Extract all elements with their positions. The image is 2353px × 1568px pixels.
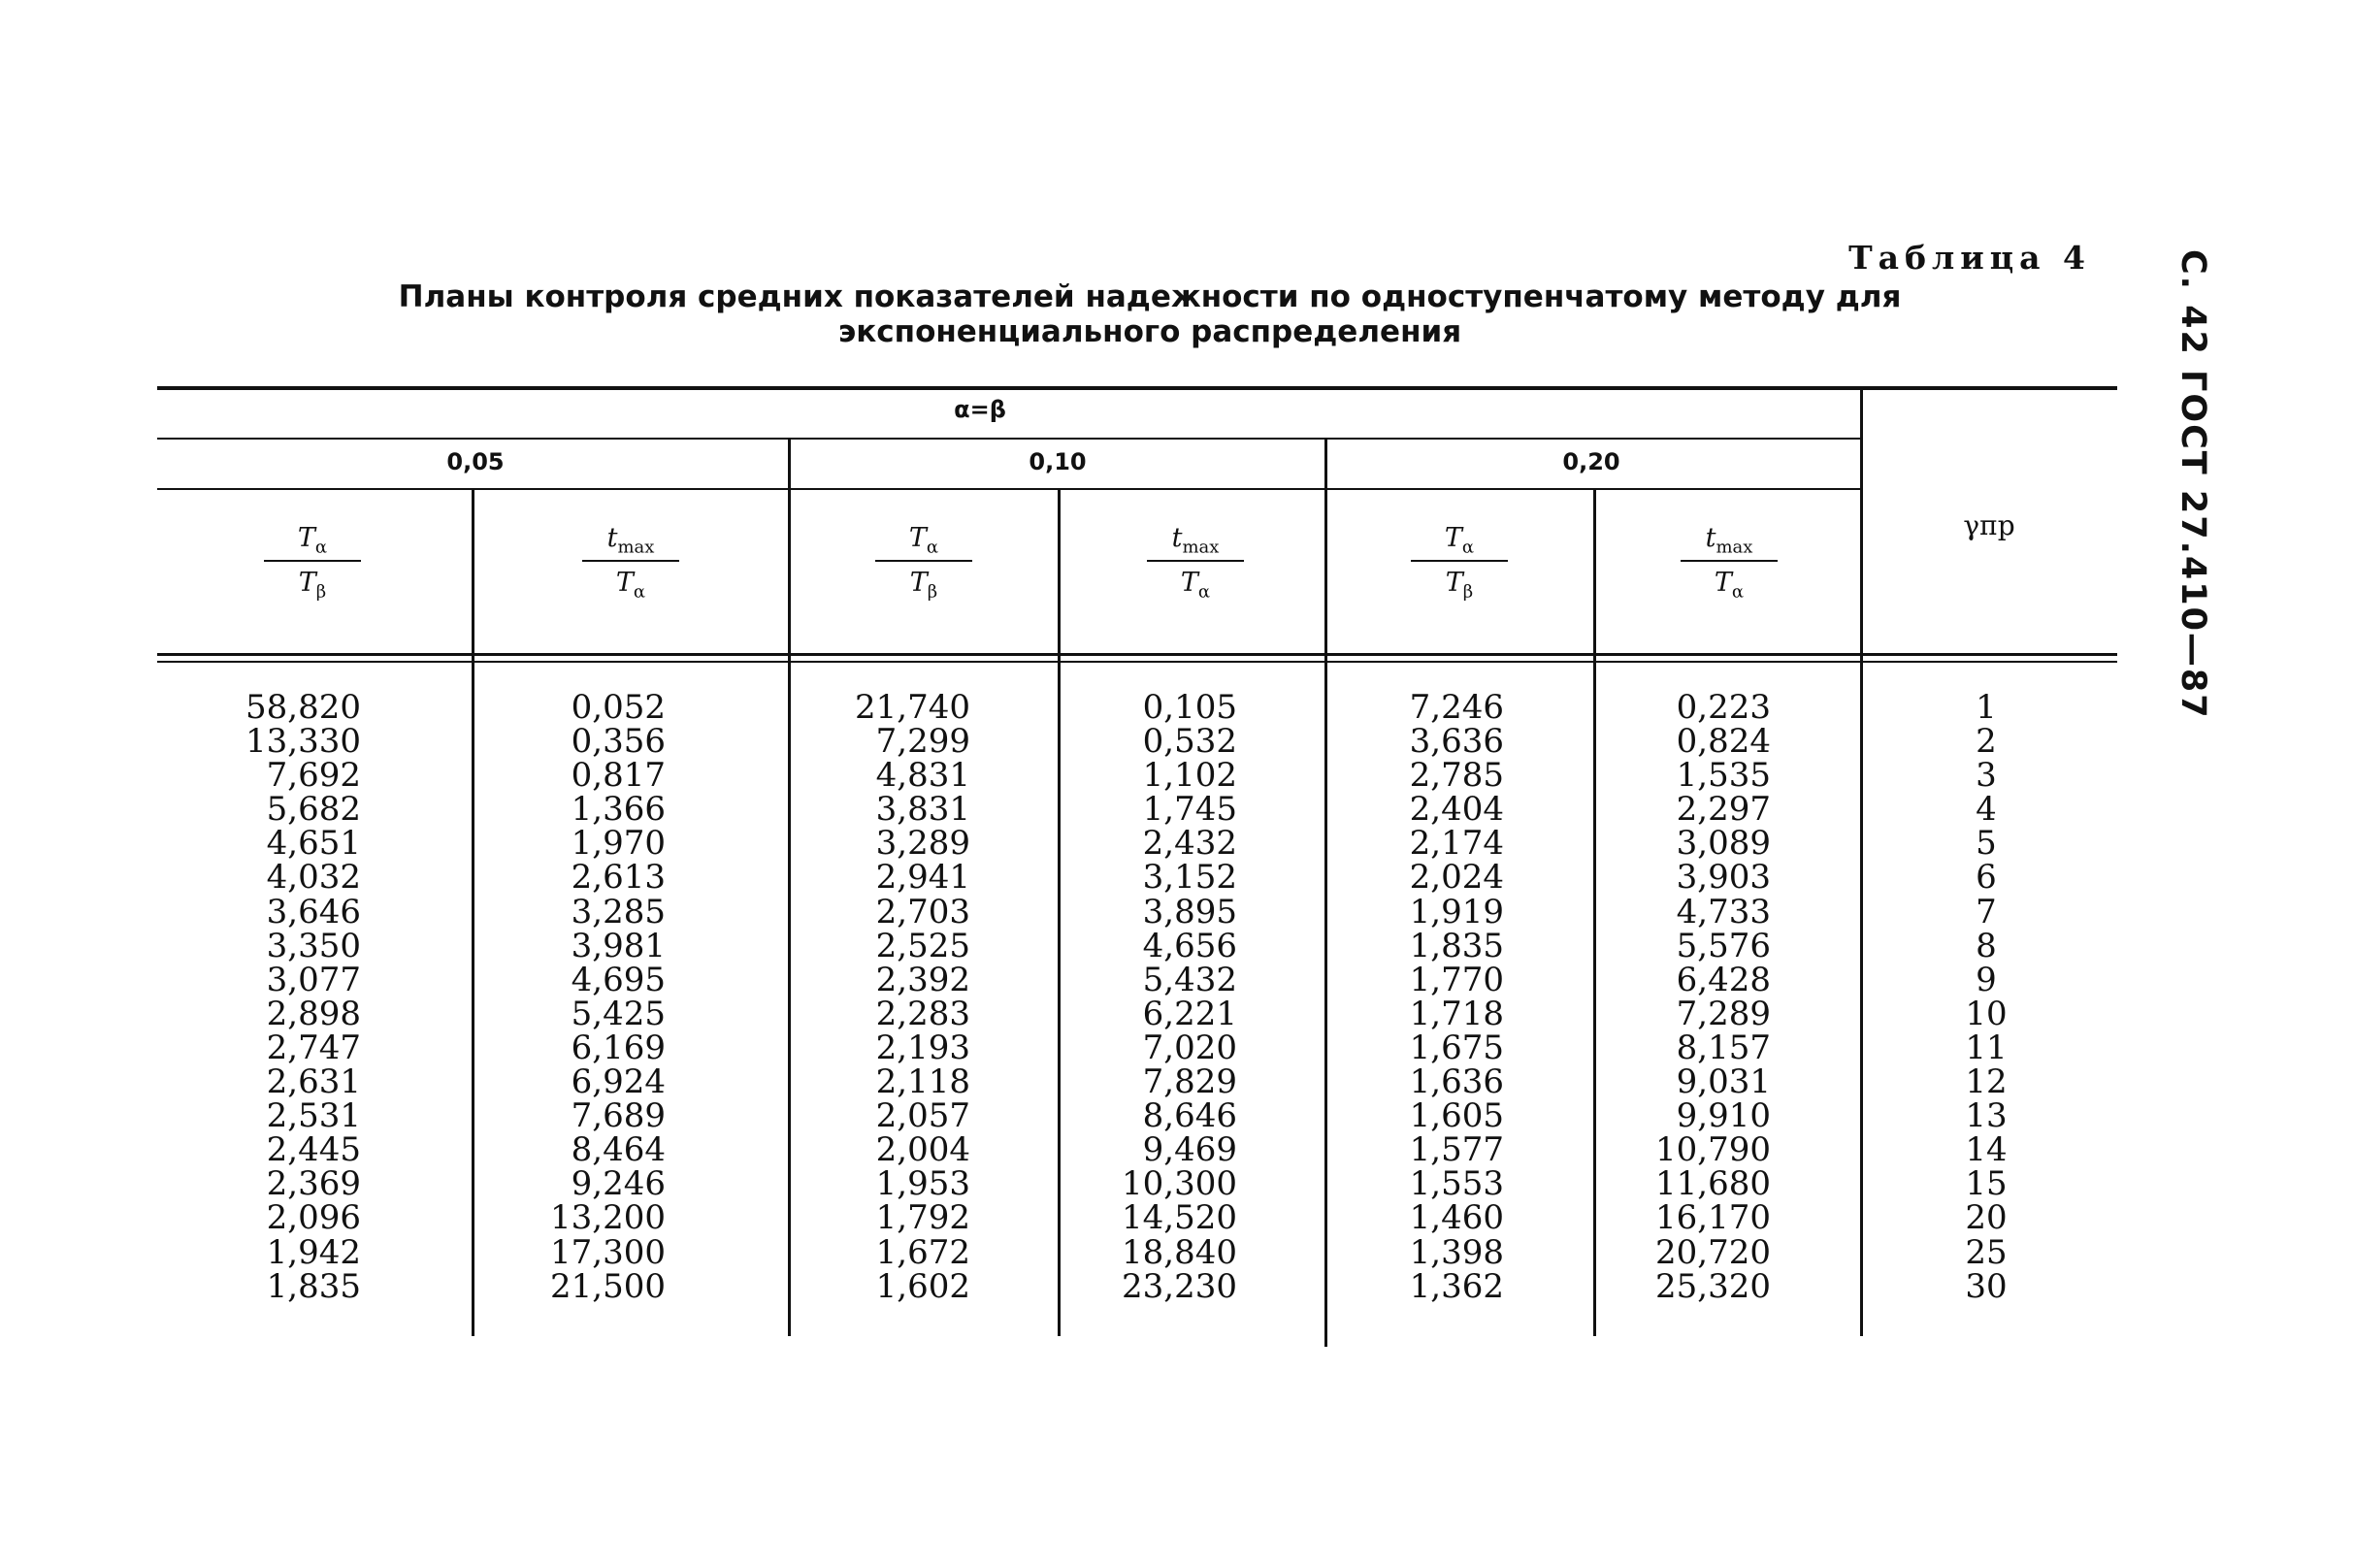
gamma-cell: 20 [1965,1198,2008,1238]
gamma-cell: 6 [1976,858,1997,898]
gamma-cell: 25 [1965,1232,2008,1272]
group-header-rule [157,488,1860,490]
table-cell: 17,300 [550,1232,666,1272]
table-cell: 2,445 [266,1130,361,1170]
tmax-column-010 [1043,688,1237,1306]
table-cell: 1,366 [571,790,666,830]
tmax-header-2: $t_{max}$ $T_\alpha$ [1137,519,1254,603]
table-cell: 1,942 [266,1232,361,1272]
table-cell: 10,790 [1655,1130,1771,1170]
table-cell: 2,174 [1409,824,1504,864]
table-cell: 7,692 [266,756,361,796]
table-cell: 20,720 [1655,1232,1771,1272]
table-cell: 1,605 [1409,1096,1504,1136]
table-cell: 3,077 [266,960,361,999]
gamma-cell: 30 [1965,1266,2008,1306]
table-cell: 2,785 [1409,756,1504,796]
table-cell: 2,404 [1409,790,1504,830]
table-cell: 3,981 [571,926,666,965]
table-cell: 0,817 [571,756,666,796]
table-cell: 1,102 [1142,756,1237,796]
table-cell: 2,747 [266,1028,361,1067]
table-cell: 8,464 [571,1130,666,1170]
table-cell: 0,356 [571,722,666,762]
table-cell: 2,096 [266,1198,361,1238]
table-cell: 6,169 [571,1028,666,1067]
table-cell: 1,398 [1409,1232,1504,1272]
table-cell: 1,770 [1409,960,1504,999]
table-cell: 2,118 [875,1062,970,1102]
table-top-rule [157,386,2117,390]
table-cell: 1,718 [1409,994,1504,1033]
gamma-header: γпр [1963,509,2015,541]
table-cell: 1,460 [1409,1198,1504,1238]
table-cell: 6,924 [571,1062,666,1102]
table-cell: 23,230 [1122,1266,1237,1306]
table-cell: 2,613 [571,858,666,898]
gamma-cell: 2 [1976,722,1997,762]
tmax-header-3: $t_{max}$ $T_\alpha$ [1671,519,1787,603]
table-cell: 3,285 [571,892,666,931]
gamma-cell: 15 [1965,1164,2008,1204]
ratio-column-020 [1310,688,1504,1306]
table-cell: 1,602 [875,1266,970,1306]
table-cell: 1,835 [266,1266,361,1306]
tmax-column-005 [472,688,666,1306]
table-title: Планы контроля средних показателей надежности по одноступенчатому методу для экспоненциального распределения [398,279,1902,349]
page-header-side: С. 42 ГОСТ 27.410—87 [2173,249,2212,720]
risk-header-rule [157,438,1860,440]
table-cell: 2,392 [875,960,970,999]
gamma-cell: 4 [1976,790,1997,830]
tmax-header-1: $t_{max}$ $T_\alpha$ [572,519,689,603]
table-cell: 25,320 [1655,1266,1771,1306]
table-cell: 1,636 [1409,1062,1504,1102]
table-cell: 1,362 [1409,1266,1504,1306]
table-cell: 2,193 [875,1028,970,1067]
table-cell: 3,152 [1142,858,1237,898]
group-header-1: 0,05 [446,448,505,475]
table-cell: 4,733 [1676,892,1771,931]
table-cell: 1,835 [1409,926,1504,965]
table-cell: 0,223 [1676,688,1771,727]
table-cell: 1,577 [1409,1130,1504,1170]
table-cell: 7,689 [571,1096,666,1136]
table-cell: 2,004 [875,1130,970,1170]
gamma-column-divider [1860,390,1863,1336]
gamma-cell: 1 [1976,688,1997,727]
table-cell: 5,682 [266,790,361,830]
table-cell: 1,970 [571,824,666,864]
table-cell: 16,170 [1655,1198,1771,1238]
group-header-2: 0,10 [1029,448,1087,475]
header-bottom-rule-2 [157,661,2117,663]
header-bottom-rule [157,653,2117,656]
table-cell: 7,246 [1409,688,1504,727]
table-cell: 2,631 [266,1062,361,1102]
gamma-cell: 10 [1965,994,2008,1033]
gamma-cell: 5 [1976,824,1997,864]
table-cell: 7,020 [1142,1028,1237,1067]
table-cell: 5,432 [1142,960,1237,999]
tmax-column-020 [1577,688,1771,1306]
table-cell: 4,831 [875,756,970,796]
table-cell: 2,297 [1676,790,1771,830]
table-cell: 18,840 [1122,1232,1237,1272]
table-cell: 4,695 [571,960,666,999]
table-cell: 1,535 [1676,756,1771,796]
table-cell: 2,898 [266,994,361,1033]
table-cell: 2,283 [875,994,970,1033]
gamma-cell: 7 [1976,892,1997,931]
table-cell: 7,299 [875,722,970,762]
table-cell: 13,200 [550,1198,666,1238]
table-cell: 2,531 [266,1096,361,1136]
table-cell: 2,703 [875,892,970,931]
table-cell: 1,672 [875,1232,970,1272]
table-cell: 9,031 [1676,1062,1771,1102]
table-cell: 0,105 [1142,688,1237,727]
table-cell: 11,680 [1655,1164,1771,1204]
table-cell: 9,469 [1142,1130,1237,1170]
gamma-cell: 11 [1965,1028,2008,1067]
table-cell: 0,532 [1142,722,1237,762]
table-cell: 2,024 [1409,858,1504,898]
table-cell: 9,246 [571,1164,666,1204]
table-cell: 1,553 [1409,1164,1504,1204]
table-cell: 3,636 [1409,722,1504,762]
table-cell: 1,792 [875,1198,970,1238]
table-cell: 3,895 [1142,892,1237,931]
ratio-column-010 [776,688,970,1306]
table-cell: 58,820 [245,688,361,727]
table-cell: 3,831 [875,790,970,830]
ratio-header-3: $T_\alpha$ $T_\beta$ [1401,519,1518,603]
table-cell: 1,745 [1142,790,1237,830]
gamma-column [1938,688,2035,1306]
table-cell: 21,500 [550,1266,666,1306]
table-cell: 1,675 [1409,1028,1504,1067]
table-cell: 4,651 [266,824,361,864]
ratio-header-2: $T_\alpha$ $T_\beta$ [866,519,982,603]
table-cell: 3,350 [266,926,361,965]
table-cell: 2,369 [266,1164,361,1204]
table-cell: 7,289 [1676,994,1771,1033]
table-cell: 10,300 [1122,1164,1237,1204]
table-cell: 21,740 [855,688,970,727]
group-header-3: 0,20 [1562,448,1620,475]
table-cell: 1,953 [875,1164,970,1204]
ratio-header-1: $T_\alpha$ $T_\beta$ [254,519,371,603]
gamma-cell: 8 [1976,926,1997,965]
table-cell: 1,919 [1409,892,1504,931]
table-cell: 2,057 [875,1096,970,1136]
gamma-cell: 9 [1976,960,1997,999]
gamma-cell: 14 [1965,1130,2008,1170]
table-cell: 3,646 [266,892,361,931]
table-cell: 3,089 [1676,824,1771,864]
table-cell: 0,052 [571,688,666,727]
table-caption: Таблица 4 [1848,239,2091,277]
gamma-cell: 3 [1976,756,1997,796]
table-cell: 5,576 [1676,926,1771,965]
table-cell: 2,432 [1142,824,1237,864]
table-cell: 4,656 [1142,926,1237,965]
table-cell: 2,941 [875,858,970,898]
table-cell: 8,646 [1142,1096,1237,1136]
table-cell: 7,829 [1142,1062,1237,1102]
gamma-cell: 13 [1965,1096,2008,1136]
table-cell: 14,520 [1122,1198,1237,1238]
table-cell: 8,157 [1676,1028,1771,1067]
table-cell: 3,289 [875,824,970,864]
table-cell: 5,425 [571,994,666,1033]
table-cell: 13,330 [245,722,361,762]
risk-header: α=β [954,396,1006,423]
table-cell: 9,910 [1676,1096,1771,1136]
table-cell: 6,221 [1142,994,1237,1033]
table-cell: 4,032 [266,858,361,898]
table-cell: 2,525 [875,926,970,965]
ratio-column-005 [167,688,361,1306]
table-cell: 3,903 [1676,858,1771,898]
gamma-cell: 12 [1965,1062,2008,1102]
table-cell: 0,824 [1676,722,1771,762]
table-cell: 6,428 [1676,960,1771,999]
